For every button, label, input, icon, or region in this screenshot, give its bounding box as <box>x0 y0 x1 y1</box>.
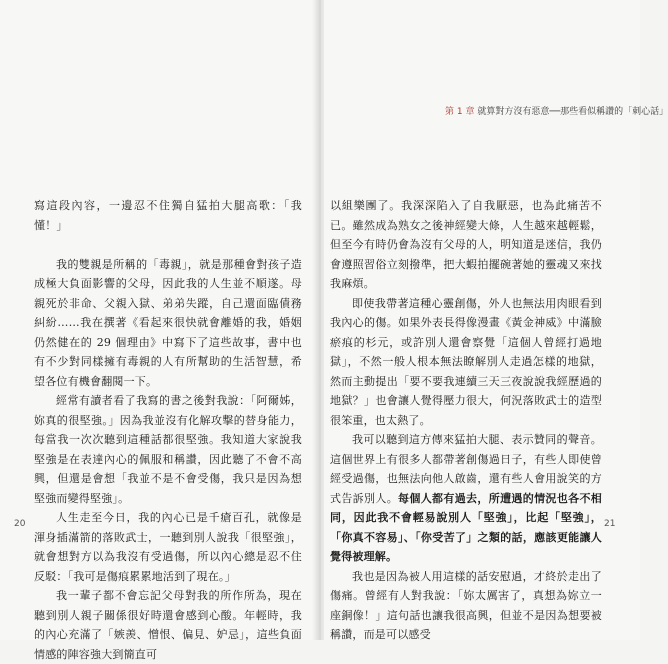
chapter-title: 就算對方沒有惡意──那些看似稱讚的「刺心話」 <box>477 107 668 117</box>
left-paragraph-2: 我的雙親是所稱的「毒親」，就是那種會對孩子造成極大負面影響的父母，因此我的人生並不順遂。母親死於非命、父親入獄、弟弟失蹤，自己還面臨債務糾紛……我在撰著《看起來很快就會離婚的我，婚姻仍然健在的 29 個理由》中寫下了這些故事，書中也有不少對同樣擁有毒親的人有所幫助的生活智慧，希望各位有機會翻閱一下。 <box>34 257 302 388</box>
left-paragraph-5: 我一輩子都不會忘記父母對我的所作所為，現在聽到別人親子關係很好時還會感到心酸。年輕時，我的內心充滿了「嫉羨、憎恨、偏見、妒忌」，這些負面情感的陣容強大到簡直可 <box>34 589 302 661</box>
right-body-text <box>330 196 602 645</box>
right-paragraph-4: 因此我不會輕易說別人「堅強」，比起「堅強」，「你真不容易」、「你受苦了」之類的話，應該更能讓人覺得被理解。 <box>330 511 602 563</box>
right-paragraph-1: 以組樂團了。我深深陷入了自我厭惡，也為此痛苦不已。雖然成為熟女之後神經變大條，人生越來越輕鬆，但至今有時仍會為沒有父母的人，明知道是迷信，我仍會遵照習俗立刻撥準，把大蝦拍擺碗著她的靈魂又來找我麻煩。 <box>330 199 602 290</box>
running-head <box>445 106 668 118</box>
chapter-label: 第 1 章 <box>445 107 475 117</box>
left-paragraph-1: 寫這段內容，一邊忍不住獨自猛拍大腿高歌：「我懂！」 <box>34 199 302 232</box>
right-page-number: 21 <box>604 519 616 529</box>
left-body-text <box>34 196 302 664</box>
right-paragraph-3 <box>330 430 602 567</box>
left-page <box>0 0 316 661</box>
left-paragraph-4: 人生走至今日，我的內心已是千瘡百孔，就像是渾身插滿箭的落敗武士，一聽到別人說我「很堅強」，就會想對方以為我沒有受過傷，所以內心總是忍不住反駁：「我可是傷痕累累地活到了現在。」 <box>34 511 302 583</box>
right-paragraph-2: 即使我帶著這種心靈創傷，外人也無法用肉眼看到我內心的傷。如果外表長得像漫畫《黃金神威》中滿臉瘀痕的杉元，或許別人還會察覺「這個人曾經打過地獄」，不然一般人根本無法瞭解別人走過怎樣的地獄，然而主動提出「要不要我連續三天三夜說說我經歷過的地獄？」也會讓人覺得壓力很大，何況落敗武士的造型很笨重，也太熱了。 <box>330 296 602 427</box>
left-paragraph-3: 經常有讀者看了我寫的書之後對我說：「阿爾姊，妳真的很堅強。」因為我並沒有化解攻擊的替身能力，每當我一次次聽到這種話都很堅強。我知道大家說我堅強是在表達內心的佩服和稱讚，因此聽了不會不高興，但還是會想「我並不是不會受傷，我只是因為想堅強而變得堅強」。 <box>34 394 302 505</box>
right-paragraph-3-text: 我可以聽到這方傳來猛拍大腿、表示贊同的聲音。這個世界上有很多人都帶著創傷過日子，有些人即使曾經受過傷，也無法向他人啟齒，還有些人會用說笑的方式告訴別人。 <box>330 433 602 505</box>
right-paragraph-5: 我也是因為被人用這樣的話安慰過，才終於走出了傷痛。曾經有人對我說：「妳太厲害了，真想為妳立一座銅像！」這句話也讓我很高興，但並不是因為想要被稱讚，而是可以感受 <box>330 569 602 641</box>
emphasis-text: 每個人都有過去，所遭遇的情況也各不相同， <box>330 491 602 524</box>
left-page-number: 20 <box>14 519 26 529</box>
right-page <box>324 0 668 641</box>
